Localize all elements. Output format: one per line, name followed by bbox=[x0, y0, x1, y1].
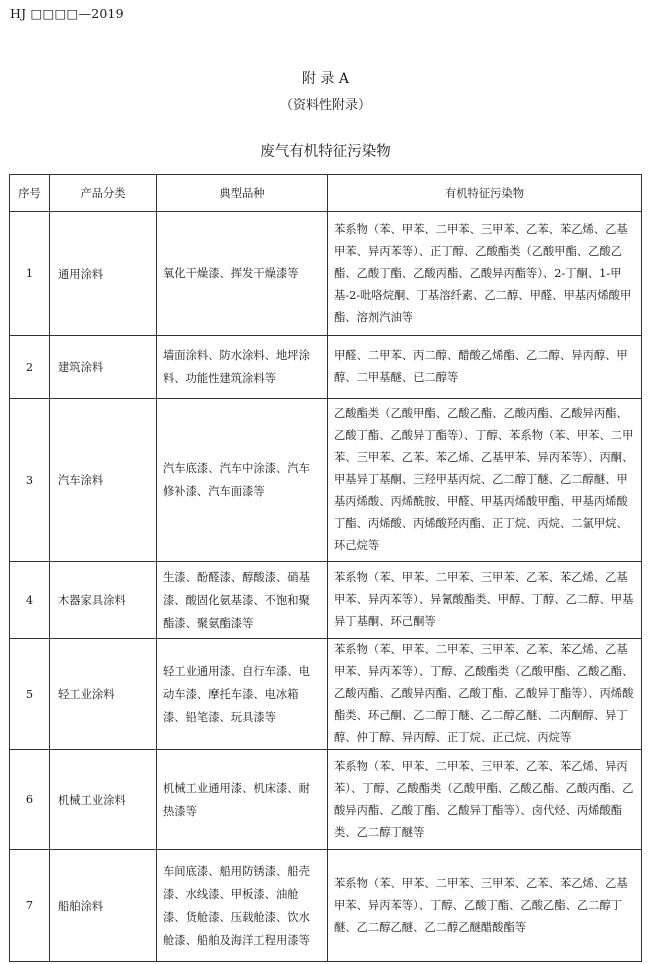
table-row bbox=[10, 562, 642, 639]
row-pollutants: 苯系物（苯、甲苯、二甲苯、三甲苯、乙苯、苯乙烯、乙基甲苯、异丙苯等）、丁醇、乙酸酯类（乙酸甲酯、乙酸乙酯、乙酸丙酯、乙酸异丙酯、乙酸丁酯、乙酸异丁酯等）、丙烯酸酯类、环己酮、乙二醇丁醚、乙二醇乙醚、二丙酮醇、异丁醇、仲丁醇、异丙醇、正丁烷、正己烷、丙烷等 bbox=[328, 639, 642, 750]
table-row bbox=[10, 639, 642, 750]
row-pollutants: 苯系物（苯、甲苯、二甲苯、三甲苯、乙苯、苯乙烯、乙基甲苯、异丙苯等）、异氰酸酯类、甲醇、丁醇、乙二醇、甲基异丁基酮、环己酮等 bbox=[328, 562, 642, 639]
document-code-header: HJ □□□□—2019 bbox=[10, 6, 124, 21]
row-typical-varieties: 汽车底漆、汽车中涂漆、汽车修补漆、汽车面漆等 bbox=[157, 399, 328, 562]
row-typical-varieties: 机械工业通用漆、机床漆、耐热漆等 bbox=[157, 750, 328, 850]
row-pollutants: 乙酸酯类（乙酸甲酯、乙酸乙酯、乙酸丙酯、乙酸异丙酯、乙酸丁酯、乙酸异丁酯等）、丁醇、苯系物（苯、甲苯、二甲苯、三甲苯、乙苯、苯乙烯、乙基甲苯、异丙苯等）、丙酮、甲基异丁基酮、三羟甲基丙烷、乙二醇丁醚、乙二醇醚、甲基丙烯酸、丙烯酰胺、甲醛、甲基丙烯酸甲酯、甲基丙烯酸丁酯、丙烯酸、丙烯酸羟丙酯、正丁烷、丙烷、二氯甲烷、环己烷等 bbox=[328, 399, 642, 562]
table-row bbox=[10, 750, 642, 850]
header-serial-number: 序号 bbox=[10, 175, 50, 212]
header-organic-pollutants: 有机特征污染物 bbox=[328, 175, 642, 212]
row-typical-varieties: 生漆、酚醛漆、醇酸漆、硝基漆、酸固化氨基漆、不饱和聚酯漆、聚氨酯漆等 bbox=[157, 562, 328, 639]
row-typical-varieties: 车间底漆、船用防锈漆、船壳漆、水线漆、甲板漆、油舱漆、货舱漆、压载舱漆、饮水舱漆、船舶及海洋工程用漆等 bbox=[157, 850, 328, 962]
table-header-row bbox=[10, 175, 642, 212]
row-number: 4 bbox=[10, 562, 50, 639]
row-pollutants: 甲醛、二甲苯、丙二醇、醋酸乙烯酯、乙二醇、异丙醇、甲醇、二甲基醚、已二醇等 bbox=[328, 336, 642, 399]
header-typical-varieties: 典型品种 bbox=[157, 175, 328, 212]
row-category: 汽车涂料 bbox=[50, 399, 157, 562]
table-row bbox=[10, 212, 642, 336]
row-category: 建筑涂料 bbox=[50, 336, 157, 399]
table-row bbox=[10, 399, 642, 562]
row-typical-varieties: 轻工业通用漆、自行车漆、电动车漆、摩托车漆、电冰箱漆、铅笔漆、玩具漆等 bbox=[157, 639, 328, 750]
row-number: 3 bbox=[10, 399, 50, 562]
row-category: 机械工业涂料 bbox=[50, 750, 157, 850]
row-category: 木器家具涂料 bbox=[50, 562, 157, 639]
row-pollutants: 苯系物（苯、甲苯、二甲苯、三甲苯、乙苯、苯乙烯、异丙苯）、丁醇、乙酸酯类（乙酸甲酯、乙酸乙酯、乙酸丙酯、乙酸异丙酯、乙酸丁酯、乙酸异丁酯等）、卤代烃、丙烯酸酯类、乙二醇丁醚等 bbox=[328, 750, 642, 850]
row-typical-varieties: 墙面涂料、防水涂料、地坪涂料、功能性建筑涂料等 bbox=[157, 336, 328, 399]
pollutant-table bbox=[9, 174, 642, 962]
row-number: 6 bbox=[10, 750, 50, 850]
table-row bbox=[10, 336, 642, 399]
appendix-title: 附 录 A bbox=[301, 71, 349, 87]
row-category: 轻工业涂料 bbox=[50, 639, 157, 750]
row-category: 通用涂料 bbox=[50, 212, 157, 336]
row-number: 7 bbox=[10, 850, 50, 962]
row-typical-varieties: 氧化干燥漆、挥发干燥漆等 bbox=[157, 212, 328, 336]
row-category: 船舶涂料 bbox=[50, 850, 157, 962]
header-product-category: 产品分类 bbox=[50, 175, 157, 212]
row-pollutants: 苯系物（苯、甲苯、二甲苯、三甲苯、乙苯、苯乙烯、乙基甲苯、异丙苯等）、丁醇、乙酸丁酯、乙酸乙酯、乙二醇丁醚、乙二醇乙醚、乙二醇乙醚醋酸酯等 bbox=[328, 850, 642, 962]
row-number: 5 bbox=[10, 639, 50, 750]
row-number: 2 bbox=[10, 336, 50, 399]
table-title: 废气有机特征污染物 bbox=[260, 144, 391, 160]
row-pollutants: 苯系物（苯、甲苯、二甲苯、三甲苯、乙苯、苯乙烯、乙基甲苯、异丙苯等）、正丁醇、乙酸酯类（乙酸甲酯、乙酸乙酯、乙酸丁酯、乙酸丙酯、乙酸异丙酯等）、2-丁酮、1-甲基-2-吡咯烷酮、丁基溶纤素、乙二醇、甲醛、甲基丙烯酸甲酯、溶剂汽油等 bbox=[328, 212, 642, 336]
table-row bbox=[10, 850, 642, 962]
row-number: 1 bbox=[10, 212, 50, 336]
appendix-subtitle: （资料性附录） bbox=[279, 98, 371, 113]
